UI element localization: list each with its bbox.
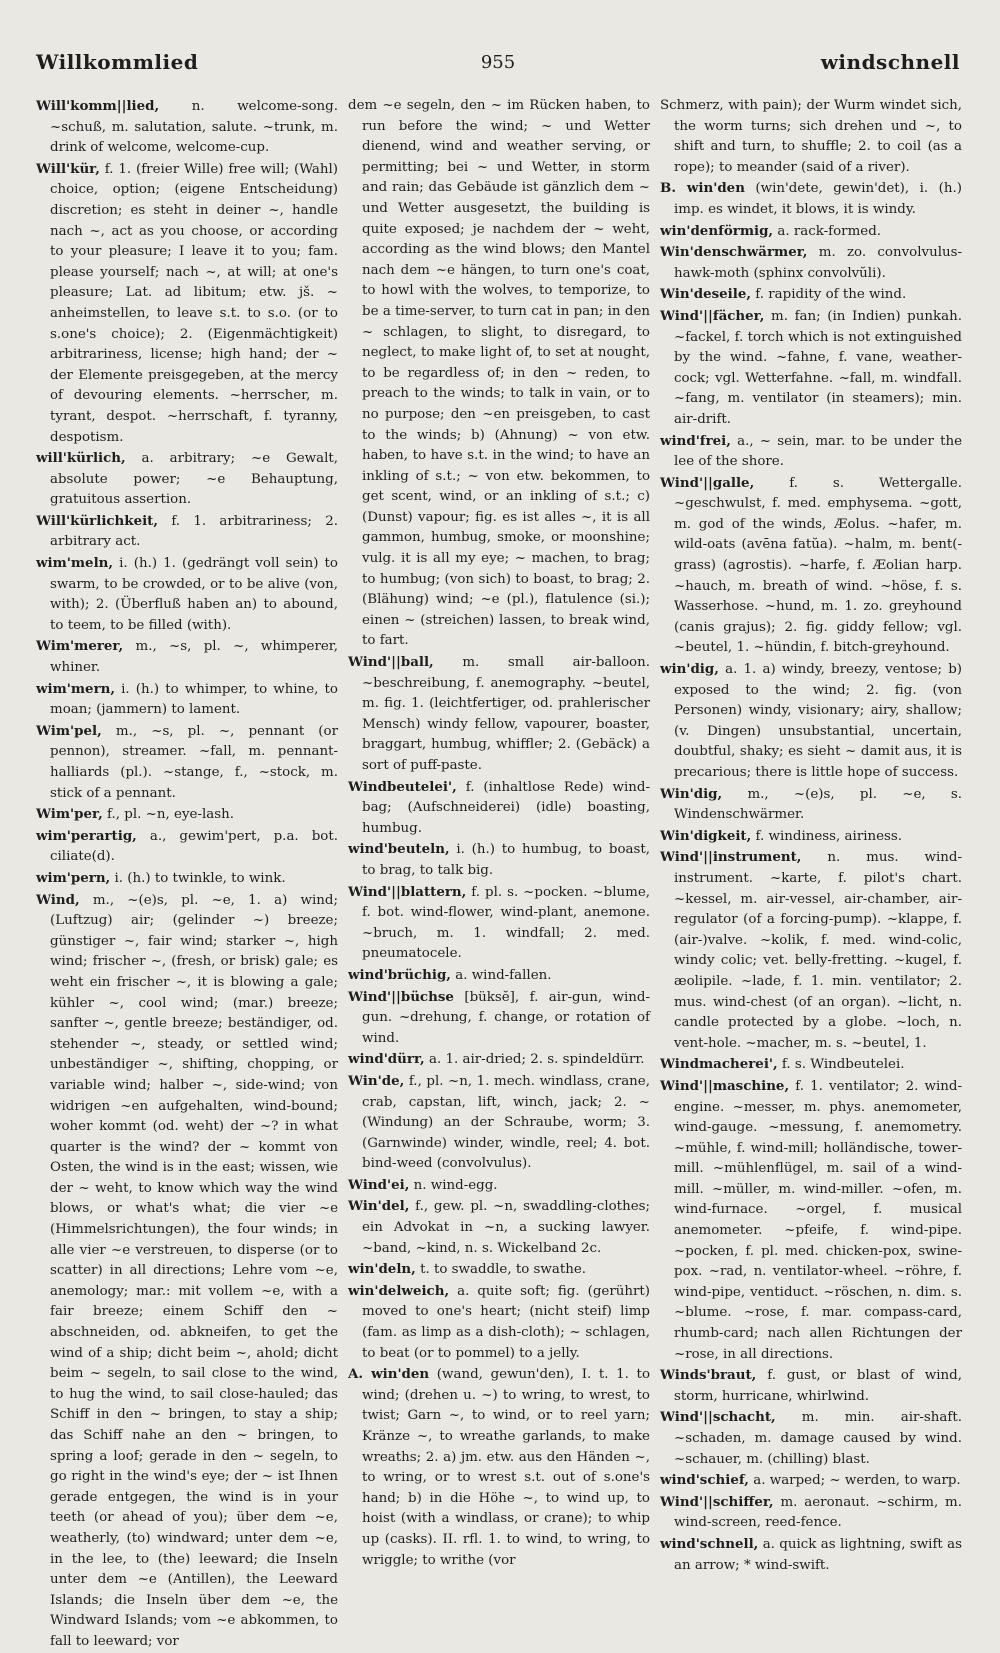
column-2 <box>348 96 651 1568</box>
entry-definition: m. small air-balloon. ~beschreibung, f. anemography. ~beutel, m. fig. 1. (leichtfertiger, od. prahlerischer Mensch) windy fellow, vapourer, boaster, braggart, humbug, whiffler; 2. (Gebäck) a sort of puff-paste. <box>362 655 650 773</box>
dictionary-entry <box>36 868 338 890</box>
entry-headword: win'deln, <box>348 1261 416 1278</box>
entry-definition: f. 1. (freier Wille) free will; (Wahl) choice, option; (eigene Entscheidung) discretion; es steht in deiner ~, handle nach ~, act as you choose, or according to your pleasure; I leave it to you; fam. please yourself; nach ~, at will; at one's pleasure; Lat. ad libitum; etw. jš. ~ anheimstellen, to leave s.t. to s.o. (or to s.one's choice); 2. (Eigenmächtigkeit) arbitrariness, license; high hand; der ~ der Elemente preisgegeben, at the mercy of devouring elements. ~herrscher, m. tyrant, despot. ~herrschaft, f. tyranny, despotism. <box>50 161 338 445</box>
dictionary-entry <box>660 1054 962 1076</box>
entry-definition: (wand, gewun'den), I. t. 1. to wind; (drehen u. ~) to wring, to wrest, to twist; Garn ~, to wind, or to reel yarn; Kränze ~, to wreathe garlands, to make wreaths; 2. a) jm. etw. aus den Händen ~, to wring, or to wrest s.t. out of s.one's hand; b) in die Höhe ~, to wind up, to hoist (with a windlass, or crane); to whip up (casks). II. rfl. 1. to wind, to wring, to wriggle; to writhe (vor <box>362 1367 651 1568</box>
entry-definition: a. quick as lightning, swift as an arrow; * wind-swift. <box>674 1536 962 1573</box>
dictionary-entry <box>348 1281 650 1364</box>
entry-headword: Winds'braut, <box>660 1367 757 1384</box>
dictionary-entry <box>660 306 962 431</box>
entry-headword: Win'dig, <box>660 785 723 802</box>
dictionary-entry <box>36 448 338 511</box>
dictionary-entry <box>660 1470 962 1492</box>
dictionary-entry <box>36 826 338 868</box>
entry-definition: a. rack-formed. <box>773 223 882 239</box>
entry-headword: Wim'pel, <box>36 722 102 739</box>
entry-definition: f. 1. arbitrariness; 2. arbitrary act. <box>50 513 338 550</box>
entry-headword: A. win'den <box>348 1366 430 1383</box>
dictionary-entry <box>348 965 650 987</box>
dictionary-entry <box>348 987 650 1050</box>
entry-headword: Will'komm||lied, <box>36 98 160 114</box>
entry-headword: Wind, <box>36 891 80 908</box>
entry-headword: Win'denschwärmer, <box>660 244 808 261</box>
dictionary-entry <box>660 1407 962 1470</box>
entry-definition: Schmerz, with pain); der Wurm windet sich, the worm turns; sich drehen und ~, to shift and turn, to shuffle; 2. to coil (as a rope); to meander (said of a river). <box>660 98 962 175</box>
entry-definition: a., ~ sein, mar. to be under the lee of the shore. <box>674 433 962 470</box>
dictionary-entry <box>660 242 962 284</box>
dictionary-entry <box>660 96 962 178</box>
entry-definition: f. (inhaltlose Rede) wind-bag; (Aufschneiderei) (idle) boasting, humbug. <box>362 779 650 836</box>
entry-headword: Windmacherei', <box>660 1056 778 1073</box>
entry-definition: a. 1. a) windy, breezy, ventose; b) exposed to the wind; 2. fig. (von Personen) windy, visionary; airy, shallow; (v. Dingen) unsubstantial, uncertain, doubtful, shaky; es sieht ~ damit aus, it is precarious; there is little hope of success. <box>674 662 962 780</box>
entry-headword: wind'brüchig, <box>348 966 451 983</box>
dictionary-entry <box>36 553 338 636</box>
entry-definition: f. windiness, airiness. <box>751 828 903 844</box>
dictionary-entry <box>36 636 338 678</box>
entry-definition: m., ~s, pl. ~, whimperer, whiner. <box>50 639 338 676</box>
column-3 <box>660 96 962 1573</box>
dictionary-entry <box>348 652 650 777</box>
entry-definition: i. (h.) 1. (gedrängt voll sein) to swarm, to be crowded, or to be alive (von, with); 2. (Überfluß haben an) to abound, to teem, to be filled (with). <box>50 556 338 633</box>
entry-headword: Wind'ei, <box>348 1176 410 1193</box>
entry-headword: Wind'||schacht, <box>660 1409 776 1426</box>
page-number: 955 <box>480 52 516 73</box>
entry-headword: Wind'||fächer, <box>660 307 765 324</box>
dictionary-entry <box>348 1364 650 1571</box>
entry-headword: wind'schnell, <box>660 1535 759 1552</box>
entry-headword: Wind'||maschine, <box>660 1077 790 1094</box>
entry-headword: B. win'den <box>660 180 745 197</box>
entry-definition: i. (h.) to humbug, to boast, to brag, to talk big. <box>362 842 650 878</box>
entry-definition: (win'dete, gewin'det), i. (h.) imp. es windet, it blows, it is windy. <box>674 181 962 217</box>
entry-headword: wind'frei, <box>660 432 731 449</box>
entry-definition: [büksĕ], f. air-gun, wind-gun. ~drehung, f. change, or rotation of wind. <box>362 989 650 1046</box>
dictionary-entry <box>36 804 338 826</box>
entry-headword: wim'meln, <box>36 555 114 572</box>
entry-headword: Wind'||büchse <box>348 988 454 1005</box>
entry-definition: a. quite soft; fig. (gerührt) moved to one's heart; (nicht steif) limp (fam. as limp as a dish-cloth); ~ schlagen, to beat (or to pommel) to a jelly. <box>362 1283 650 1361</box>
dictionary-entry <box>348 1071 650 1175</box>
entry-definition: f., pl. ~n, 1. mech. windlass, crane, crab, capstan, lift, winch, jack; 2. ~ (Windung) an der Schraube, worm; 3. (Garnwinde) winder, windle, reel; 4. bot. bind-weed (convolvulus). <box>362 1073 650 1172</box>
entry-definition: f., pl. ~n, eye-lash. <box>102 807 234 823</box>
entry-definition: a. wind-fallen. <box>450 967 552 983</box>
entry-headword: wind'dürr, <box>348 1051 425 1068</box>
entry-headword: Win'del, <box>348 1198 410 1215</box>
entry-headword: Wim'per, <box>36 806 103 823</box>
dictionary-entry <box>660 178 962 220</box>
entry-headword: wim'perartig, <box>36 827 137 844</box>
dictionary-entry <box>36 890 338 1653</box>
entry-headword: wim'pern, <box>36 869 111 886</box>
dictionary-entry <box>660 847 962 1054</box>
entry-headword: will'kürlich, <box>36 450 126 467</box>
dictionary-entry <box>36 96 338 159</box>
entry-definition: f. 1. ventilator; 2. wind-engine. ~messer, m. phys. anemometer, wind-gauge. ~messung, f. anemometry. ~mühle, f. wind-mill; holländische, tower-mill. ~mühlenflügel, m. sail of a wind-mill. ~müller, m. wind-miller. ~ofen, m. wind-furnace. ~orgel, f. musical anemometer. ~pfeife, f. wind-pipe. ~pocken, f. pl. med. chicken-pox, swine-pox. ~rad, n. ventilator-wheel. ~röhre, f. wind-pipe, ventiduct. ~röschen, n. dim. s. ~blume. ~rose, f. mar. compass-card, rhumb-card; nach allen Richtungen der ~rose, in all directions. <box>674 1078 962 1362</box>
entry-headword: wim'mern, <box>36 680 116 697</box>
entry-headword: wind'schief, <box>660 1472 749 1489</box>
dictionary-entry <box>660 826 962 848</box>
dictionary-entry <box>36 721 338 804</box>
entry-headword: Wind'||instrument, <box>660 849 802 866</box>
entry-definition: a. warped; ~ werden, to warp. <box>748 1473 961 1489</box>
entry-definition: n. welcome-song. ~schuß, m. salutation, salute. ~trunk, m. drink of welcome, welcome-cup. <box>50 99 338 156</box>
dictionary-entry <box>660 473 962 659</box>
left-running-head: Willkommlied <box>36 50 199 74</box>
entry-definition: m., ~(e)s, pl. ~e, s. Windenschwärmer. <box>674 786 962 823</box>
entry-definition: f. rapidity of the wind. <box>751 287 907 303</box>
entry-definition: f. pl. s. ~pocken. ~blume, f. bot. wind-flower, wind-plant, anemone. ~bruch, m. 1. windfall; 2. med. pneumatocele. <box>362 884 650 962</box>
entry-definition: i. (h.) to whimper, to whine, to moan; (jammern) to lament. <box>50 681 338 718</box>
dictionary-entry <box>36 511 338 553</box>
entry-headword: win'denförmig, <box>660 222 774 239</box>
dictionary-entry <box>660 659 962 784</box>
right-running-head: windschnell <box>820 50 960 74</box>
dictionary-entry <box>348 839 650 881</box>
entry-definition: f. s. Windbeutelei. <box>777 1057 905 1073</box>
entry-definition: m. min. air-shaft. ~schaden, m. damage caused by wind. ~schauer, m. (chilling) blast. <box>674 1410 962 1467</box>
text-columns <box>36 96 962 1649</box>
entry-definition: a., gewim'pert, p.a. bot. ciliate(d). <box>50 828 338 865</box>
entry-definition: f. s. Wettergalle. ~geschwulst, f. med. emphysema. ~gott, m. god of the winds, Æolus. ~hafer, m. wild-oats (avēna fatŭa). ~halm, m. bent(-grass) (agrostis). ~harfe, f. Æolian harp. ~hauch, m. breath of wind. ~höse, f. s. Wasserhose. ~hund, m. 1. zo. greyhound (canis grajus); 2. fig. giddy fellow; vgl. ~beutel, 1. ~hündin, f. bitch-greyhound. <box>674 475 962 656</box>
entry-headword: Will'kür, <box>36 160 100 177</box>
dictionary-entry <box>660 1365 962 1407</box>
entry-headword: Win'deseile, <box>660 286 752 303</box>
dictionary-entry <box>660 431 962 473</box>
dictionary-entry <box>660 1076 962 1365</box>
page-header <box>36 50 960 90</box>
entry-definition: m. fan; (in Indien) punkah. ~fackel, f. torch which is not extinguished by the wind. ~fahne, f. vane, weather-cock; vgl. Wetterfahne. ~fall, m. windfall. ~fang, m. ventilator (in steamers); min. air-drift. <box>674 308 962 427</box>
dictionary-entry <box>660 1492 962 1534</box>
entry-definition: m. zo. convolvulus-hawk-moth (sphinx convolvŭli). <box>674 245 962 281</box>
dictionary-entry <box>36 159 338 448</box>
entry-definition: a. arbitrary; ~e Gewalt, absolute power; ~e Behauptung, gratuitous assertion. <box>50 451 338 508</box>
entry-definition: f. gust, or blast of wind, storm, hurricane, whirlwind. <box>674 1368 962 1404</box>
dictionary-entry <box>348 1196 650 1259</box>
dictionary-entry <box>660 221 962 243</box>
entry-headword: win'dig, <box>660 661 719 678</box>
entry-definition: n. mus. wind-instrument. ~karte, f. pilot's chart. ~kessel, m. air-vessel, air-chamber, air-regulator (of a forcing-pump). ~klappe, f. (air-)valve. ~kolik, f. med. wind-colic, windy colic; vet. belly-fretting. ~kugel, f. æolipile. ~lade, f. 1. min. ventilator; 2. mus. wind-chest (of an organ). ~licht, n. candle protected by a globe. ~loch, n. vent-hole. ~macher, m. s. ~beutel, 1. <box>674 850 962 1051</box>
dictionary-entry <box>348 882 650 965</box>
entry-headword: Wind'||galle, <box>660 474 755 491</box>
entry-headword: Win'de, <box>348 1072 405 1089</box>
entry-headword: Wind'||schiffer, <box>660 1493 774 1510</box>
entry-definition: f., gew. pl. ~n, swaddling-clothes; ein Advokat in ~n, a sucking lawyer. ~band, ~kind, n. s. Wickelband 2c. <box>362 1199 650 1256</box>
entry-headword: Wind'||ball, <box>348 654 434 671</box>
dictionary-entry <box>660 1534 962 1576</box>
entry-definition: a. 1. air-dried; 2. s. spindeldürr. <box>424 1052 645 1068</box>
entry-headword: Win'digkeit, <box>660 827 752 844</box>
entry-headword: Windbeutelei', <box>348 778 457 795</box>
dictionary-entry <box>36 679 338 721</box>
entry-headword: Wind'||blattern, <box>348 883 467 900</box>
entry-definition: m., ~s, pl. ~, pennant (or pennon), streamer. ~fall, m. pennant-halliards (pl.). ~stange, f., ~stock, m. stick of a pennant. <box>50 723 338 801</box>
column-1 <box>36 96 338 1649</box>
entry-headword: wind'beuteln, <box>348 841 450 858</box>
entry-definition: m. aeronaut. ~schirm, m. wind-screen, reed-fence. <box>674 1494 962 1531</box>
entry-headword: Wim'merer, <box>36 638 124 655</box>
dictionary-entry <box>348 1259 650 1281</box>
dictionary-entry <box>348 1175 650 1197</box>
dictionary-entry <box>348 777 650 840</box>
dictionary-entry <box>660 784 962 826</box>
entry-definition: dem ~e segeln, den ~ im Rücken haben, to run before the wind; ~ und Wetter dienend, wind and weather serving, or permitting; bei ~ und Wetter, in storm and rain; das Gebäude ist gänzlich dem ~ und Wetter ausgesetzt, the building is quite exposed; je nachdem der ~ weht, according as the wind blows; den Mantel nach dem ~e hängen, to turn one's coat, to howl with the wolves, to temporize, to be a time-server, to turn cat in pan; in den ~ schlagen, to slight, to disregard, to neglect, to make light of, to set at nought, to be regardless of; in den ~ reden, to preach to the winds; to talk in vain, or to no purpose; den ~en preisgeben, to cast to the winds; b) (Ahnung) ~ von etw. haben, to have s.t. in the wind; to have an inkling of s.t.; ~ von etw. bekommen, to get scent, wind, or an inkling of s.t.; c) (Dunst) vapour; fig. es ist alles ~, it is all gammon, humbug, smoke, or moonshine; vulg. it is all my eye; ~ machen, to brag; to humbug; (von sich) to boast, to brag; 2. (Blähung) wind; ~e (pl.), flatulence (si.); einen ~ (streichen) lassen, to break wind, to fart. <box>348 98 650 649</box>
entry-definition: m., ~(e)s, pl. ~e, 1. a) wind; (Luftzug) air; (gelinder ~) breeze; günstiger ~, fair wind; starker ~, high wind; frischer ~, (fresh, or brisk) gale; es weht ein frischer ~, it is blowing a gale; kühler ~, cool wind; (mar.) breeze; sanfter ~, gentle breeze; beständiger, od. stehender ~, steady, or settled wind; unbeständiger ~, shifting, chopping, or variable wind; halber ~, side-wind; von widrigen ~en aufgehalten, wind-bound; woher kommt (od. weht) der ~? in what quarter is the wind? der ~ kommt von Osten, the wind is in the east; wissen, wie der ~ weht, to know which way the wind blows, or what's what; die vier ~e (Himmelsrichtungen), the four winds; in alle vier ~e verstreuen, to disperse (or to scatter) in all directions; Lehre vom ~e, anemology; mar.: mit vollem ~e, with a fair breeze; einem Schiff den ~ abschneiden, od. abkneifen, to get the wind of a ship; dicht beim ~, ahold; dicht beim ~ segeln, to sail close to the wind, to hug the wind, to sail close-hauled; das Schiff in den ~ bringen, to stay a ship; das Schiff nahe an den ~ bringen, to spring a loof; gerade in den ~ segeln, to go right in the wind's eye; der ~ ist Ihnen gerade entgegen, the wind is in your teeth (or ahead of you); über dem ~e, weatherly, (to) windward; unter dem ~e, in the lee, to (the) leeward; die Inseln unter dem ~e (Antillen), the Leeward Islands; die Inseln über dem ~e, the Windward Islands; vom ~e abkommen, to fall to leeward; vor <box>50 892 338 1649</box>
entry-definition: i. (h.) to twinkle, to wink. <box>110 870 286 886</box>
dictionary-entry <box>660 284 962 306</box>
entry-definition: t. to swaddle, to swathe. <box>415 1262 587 1278</box>
entry-headword: win'delweich, <box>348 1282 450 1299</box>
dictionary-entry <box>348 96 650 652</box>
dictionary-entry <box>348 1049 650 1071</box>
entry-headword: Will'kürlichkeit, <box>36 512 159 529</box>
entry-definition: n. wind-egg. <box>409 1177 498 1193</box>
